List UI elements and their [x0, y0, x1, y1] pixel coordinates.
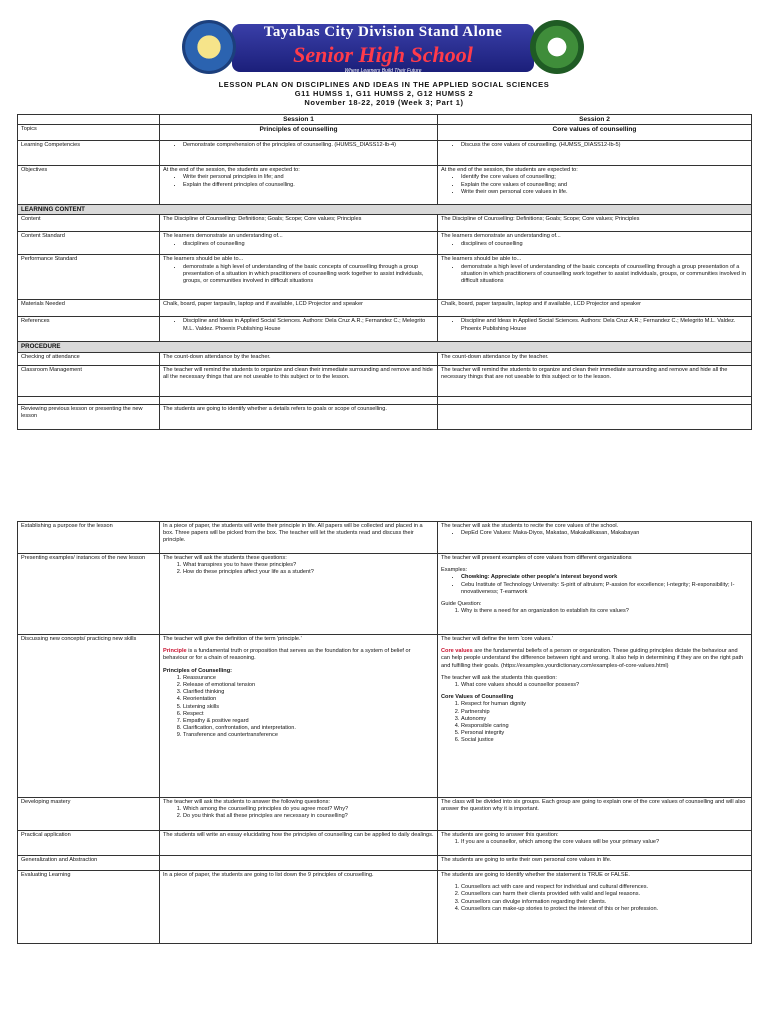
lesson-plan-table-part1 [17, 114, 751, 472]
table-row [18, 365, 752, 396]
list-item: • Write their personal principles in life; and [183, 174, 434, 181]
list-item: 2. Do you think that all these principles are necessary in counselling? [183, 813, 434, 820]
list-item: • Discipline and Ideas in Applied Social Sciences. Authors: Dela Cruz A.R.; Fernandez C.; Melegrito M.L. Valdez. Phoenix Publishing House [183, 318, 434, 332]
objectives-intro: At the end of the session, the students are expected to: [163, 167, 300, 174]
classroom-cell: The teacher will remind the students to organize and clean their immediate surrounding and remove and hide all the necessary things that are not useable to this subject or to the lesson. [438, 365, 752, 396]
list-item: 1. Reassurance [183, 675, 434, 682]
list-item: • Demonstrate comprehension of the principles of counselling. (HUMSS_DIASS12-Ib-4) [183, 142, 434, 149]
list-item: • disciplines of counselling [183, 241, 434, 248]
row-label: Checking of attendance [18, 352, 160, 365]
table-row [18, 522, 752, 554]
list-item: • demonstrate a high level of understanding of the basic concepts of counselling through a group presentation of a situation in which practitioners of counselling work together to assist individuals, groups, or communities involved in difficult situations [183, 264, 434, 286]
row-label: Evaluating Learning [18, 871, 160, 944]
row-label: Learning Competencies [18, 141, 160, 166]
table-row [18, 317, 752, 342]
row-label: Classroom Management [18, 365, 160, 396]
list-item: 1. Which among the counselling principles do you agree most? Why? [183, 806, 434, 813]
list-item: 8. Clarification, confrontation, and interpretation. [183, 725, 434, 732]
list-item: 3. Autonomy [461, 716, 748, 723]
list-item: • Cebu Institute of Technology University: S-pirit of altruism; P-assion for excellence; I-ntegrity; R-esponsibility; I-nnovativeness; T-eamwork [461, 582, 748, 596]
lesson-plan-classes: G11 HUMSS 1, G11 HUMSS 2, G12 HUMSS 2 [294, 89, 474, 98]
core-values-definition-text: are the fundamental beliefs of a person or organization. These guiding principles dictate the behaviour and can help people understand the difference between right and wrong. It also help in determining if they are on the right path and fulfilling their goals. (https://examples.yourdictionary.com/examples-of-core-values.html) [441, 648, 744, 669]
table-row [18, 404, 752, 429]
table-row [18, 125, 752, 141]
row-label: Generalization and Abstraction [18, 856, 160, 871]
performance-standard-intro: The learners should be able to... [163, 256, 244, 263]
table-row [18, 554, 752, 635]
purpose-cell: In a piece of paper, the students will write their principle in life. All papers will be collected and placed in a box. Three papers will be picked from the box. The teacher will let the students read and discuss their principle. [160, 522, 438, 554]
list-item: 9. Transference and countertransference [183, 732, 434, 739]
list-item: 7. Empathy & positive regard [183, 718, 434, 725]
table-row [18, 115, 752, 125]
table-row [18, 831, 752, 856]
classroom-cell: The teacher will remind the students to organize and clean their immediate surrounding and remove and hide all the necessary things that are not useable to this subject or to the lesson. [160, 365, 438, 396]
principles-list-title: Principles of Counselling: [163, 667, 232, 674]
list-item: • Identify the core values of counselling; [461, 174, 748, 181]
row-label: Topics [18, 125, 160, 141]
materials-cell: Chalk, board, paper tarpaulin, laptop and if available, LCD Projector and speaker [438, 300, 752, 317]
practical-intro: The students are going to answer this question: [441, 832, 559, 838]
principle-definition-text: is a fundamental truth or proposition that serves as the foundation for a system of belief or behaviour or for a chain of reasoning. [163, 648, 411, 662]
content-standard-intro: The learners demonstrate an understanding of... [163, 233, 283, 240]
list-item: 1. Respect for human dignity [461, 701, 748, 708]
table-row [18, 166, 752, 205]
list-item: • demonstrate a high level of understanding of the basic concepts of counselling through a group presentation of a situation in which practitioners of counselling work together to assist individuals, groups, or communities involved in difficult situations [461, 264, 748, 286]
list-item: • Discuss the core values of counselling. (HUMSS_DIASS12-Ib-5) [461, 142, 748, 149]
session1-header: Session 1 [160, 115, 438, 125]
table-row [18, 215, 752, 232]
banner-title: Tayabas City Division Stand Alone [263, 24, 503, 40]
row-label: Practical application [18, 831, 160, 856]
purpose-intro: The teacher will ask the students to recite the core values of the school. [441, 523, 619, 529]
row-label: Materials Needed [18, 300, 160, 317]
content-standard-intro: The learners demonstrate an understanding of... [441, 233, 561, 240]
attendance-cell: The count-down attendance by the teacher. [160, 352, 438, 365]
core-values-list-title: Core Values of Counselling [441, 694, 514, 701]
discussion-intro: The teacher will give the definition of the term 'principle.' [163, 636, 302, 642]
materials-cell: Chalk, board, paper tarpaulin, laptop and if available, LCD Projector and speaker [160, 300, 438, 317]
review-cell [438, 404, 752, 429]
section-procedure: PROCEDURE [18, 342, 752, 352]
review-cell: The students are going to identify whether a details refers to goals or scope of counselling. [160, 404, 438, 429]
list-item: 2. How do these principles affect your life as a student? [183, 569, 434, 576]
list-item: 3. Counsellors can divulge information regarding their clients. [461, 899, 748, 906]
list-item: • Write their own personal core values in life. [461, 189, 748, 196]
list-item: • Explain the core values of counselling; and [461, 182, 748, 189]
list-item: 4. Reorientation [183, 696, 434, 703]
section-row [18, 342, 752, 352]
lesson-plan-table-part2 [17, 521, 751, 981]
list-item: • disciplines of counselling [461, 241, 748, 248]
generalization-cell [160, 856, 438, 871]
topic1: Principles of counselling [160, 125, 438, 141]
table-row [18, 300, 752, 317]
list-item: 2. Counsellors can harm their clients provided with valid and legal reasons. [461, 891, 748, 898]
list-item: • Explain the different principles of counselling. [183, 182, 434, 189]
school-banner [182, 18, 584, 76]
examples-intro: The teacher will ask the students these questions: [163, 555, 287, 561]
core-values-definition [441, 648, 748, 670]
table-row [18, 255, 752, 300]
list-item: 4. Responsible caring [461, 723, 748, 730]
row-label: Establishing a purpose for the lesson [18, 522, 160, 554]
core-values-term: Core values [441, 648, 473, 655]
mastery-cell: The class will be divided into six groups. Each group are going to explain one of the core values of counselling and will also answer the question why it is important. [438, 798, 752, 831]
content-cell: The Discipline of Counselling: Definitions; Goals; Scope; Core values; Principles [160, 215, 438, 232]
row-label: Performance Standard [18, 255, 160, 300]
table-row [18, 871, 752, 944]
list-item: 1. Why is there a need for an organization to establish its core values? [461, 608, 748, 615]
list-item: 6. Respect [183, 711, 434, 718]
list-item: 6. Social justice [461, 737, 748, 744]
practical-cell: The students will write an essay elucidating how the principles of counselling can be applied to daily dealings. [160, 831, 438, 856]
row-label: Discussing new concepts/ practicing new skills [18, 635, 160, 798]
list-item: 5. Listening skills [183, 704, 434, 711]
banner-motto: Where Learners Build Their Future [344, 68, 422, 74]
row-label: Objectives [18, 166, 160, 205]
row-label: Content [18, 215, 160, 232]
list-item: 4. Counsellors can make-up stories to protect the interest of this or her profession. [461, 906, 748, 913]
lesson-plan-date: November 18-22, 2019 (Week 3; Part 1) [304, 98, 464, 107]
generalization-cell: The students are going to write their own personal core values in life. [438, 856, 752, 871]
list-item: 1. What core values should a counsellor possess? [461, 682, 748, 689]
mastery-intro: The teacher will ask the students to answer the following questions: [163, 799, 330, 805]
row-label: Developing mastery [18, 798, 160, 831]
row-label: Content Standard [18, 232, 160, 255]
table-row [18, 396, 752, 404]
principle-term: Principle [163, 648, 187, 655]
objectives-intro: At the end of the session, the students are expected to: [441, 167, 578, 174]
section-row [18, 205, 752, 215]
attendance-cell: The count-down attendance by the teacher. [438, 352, 752, 365]
guide-question-label: Guide Question: [441, 601, 482, 608]
table-row [18, 352, 752, 365]
row-label: Presenting examples/ instances of the new lesson [18, 554, 160, 635]
list-item: • DepEd Core Values: Maka-Diyos, Makatao, Makakalikasan, Makabayan [461, 530, 748, 537]
examples-sub: Examples: [441, 567, 468, 574]
evaluation-cell: In a piece of paper, the students are going to list down the 9 principles of counselling. [160, 871, 438, 944]
list-item: 1. If you are a counsellor, which among the core values will be your primary value? [461, 839, 748, 846]
list-item: 1. Counsellors act with care and respect for individual and cultural differences. [461, 884, 748, 891]
list-item: 3. Clarified thinking [183, 689, 434, 696]
evaluation-intro: The students are going to identify whether the statement is TRUE or FALSE. [441, 872, 630, 878]
question-intro: The teacher will ask the students this question: [441, 674, 557, 681]
principle-definition [163, 648, 434, 662]
list-item: 2. Release of emotional tension [183, 682, 434, 689]
row-label: Reviewing previous lesson or presenting the new lesson [18, 404, 160, 429]
list-item: • Discipline and Ideas in Applied Social Sciences. Authors: Dela Cruz A.R.; Fernandez C.; Melegrito M.L. Valdez. Phoenix Publishing House [461, 318, 748, 332]
content-cell: The Discipline of Counselling: Definitions; Goals; Scope; Core values; Principles [438, 215, 752, 232]
table-row [18, 856, 752, 871]
lesson-plan-title: LESSON PLAN ON DISCIPLINES AND IDEAS IN THE APPLIED SOCIAL SCIENCES [218, 80, 550, 89]
table-row [18, 232, 752, 255]
section-learning-content: LEARNING CONTENT [18, 205, 752, 215]
table-row [18, 635, 752, 798]
session2-header: Session 2 [438, 115, 752, 125]
banner-school-name: Senior High School [293, 42, 473, 67]
examples-intro: The teacher will present examples of core values from different organizations [441, 555, 632, 561]
list-item: 5. Personal integrity [461, 730, 748, 737]
table-row [18, 798, 752, 831]
list-item: 2. Partnership [461, 709, 748, 716]
discussion-intro: The teacher will define the term 'core values.' [441, 636, 553, 642]
list-item: • Chowking: Appreciate other people's interest beyond work [461, 574, 748, 581]
row-label: References [18, 317, 160, 342]
table-row [18, 141, 752, 166]
list-item: 1. What transpires you to have these principles? [183, 562, 434, 569]
topic2: Core values of counselling [438, 125, 752, 141]
performance-standard-intro: The learners should be able to... [441, 256, 522, 263]
